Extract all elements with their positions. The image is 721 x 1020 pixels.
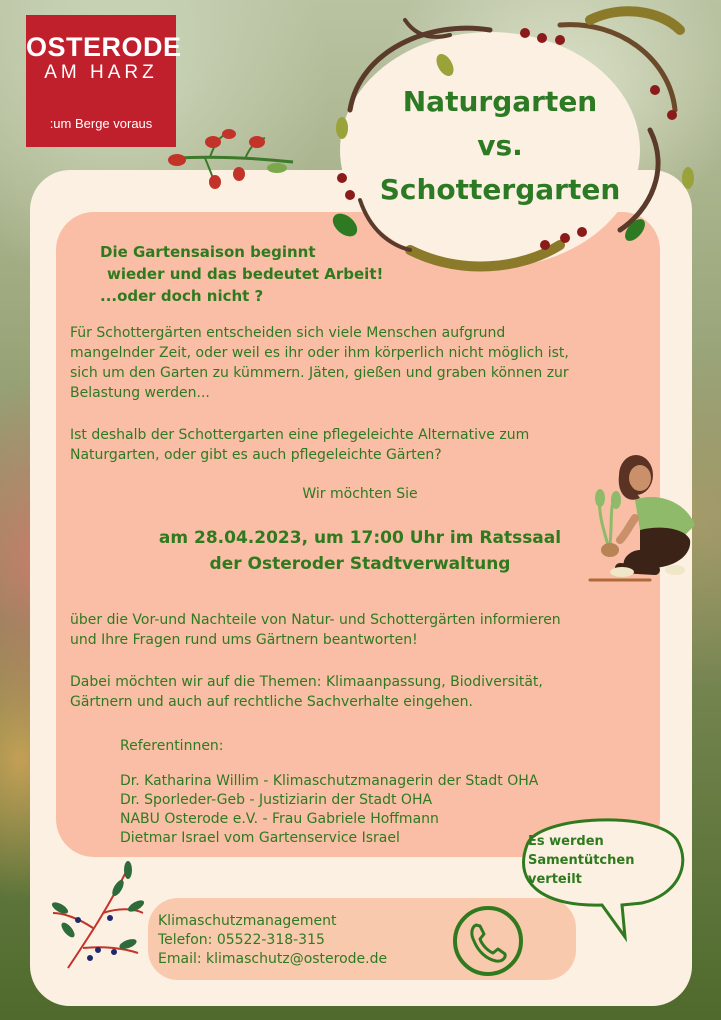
speaker-item: Dr. Katharina Willim - Klimaschutzmanagerin der Stadt OHA xyxy=(120,773,539,789)
berry-sprig-icon xyxy=(165,128,295,190)
title-line-1: Naturgarten xyxy=(402,85,598,118)
phone-icon[interactable] xyxy=(452,905,524,977)
bubble-line-1: Es werden xyxy=(528,834,604,849)
paragraph-reasons xyxy=(70,323,650,403)
logo-region: AM HARZ xyxy=(44,62,158,83)
contact-email[interactable]: Email: klimaschutz@osterode.de xyxy=(158,951,388,967)
paragraph-line: Belastung werden... xyxy=(70,385,210,401)
paragraph-line: mangelnder Zeit, oder weil es ihr oder ihm körperlich nicht möglich ist, xyxy=(70,345,569,361)
speaker-item: Dietmar Israel vom Gartenservice Israel xyxy=(120,830,400,846)
seed-packets-note xyxy=(528,832,648,889)
paragraph-line: Naturgarten, oder gibt es auch pflegeleichte Gärten? xyxy=(70,447,442,463)
paragraph-line: Gärtnern und auch auf rechtliche Sachverhalte eingehen. xyxy=(70,694,473,710)
event-date-time: am 28.04.2023, um 17:00 Uhr im Ratssaal xyxy=(158,528,562,548)
event-details xyxy=(130,525,590,577)
title-line-2: vs. xyxy=(477,129,523,162)
city-logo[interactable] xyxy=(26,15,182,147)
speaker-item: Dr. Sporleder-Geb - Justiziarin der Stadt OHA xyxy=(120,792,433,808)
logo-slogan: :um Berge voraus xyxy=(49,116,153,131)
paragraph-line: sich um den Garten zu kümmern. Jäten, gießen und graben können zur xyxy=(70,365,569,381)
paragraph-topics xyxy=(70,672,650,712)
paragraph-question xyxy=(70,425,570,465)
gardener-illustration xyxy=(580,440,700,590)
paragraph-line: Für Schottergärten entscheiden sich viele Menschen aufgrund xyxy=(70,325,506,341)
contact-phone[interactable]: Telefon: 05522-318-315 xyxy=(158,932,325,948)
paragraph-line: und Ihre Fragen rund ums Gärtnern beantworten! xyxy=(70,632,418,648)
bubble-line-3: verteilt xyxy=(528,872,582,887)
title-line-3: Schottergarten xyxy=(379,173,621,206)
contact-org: Klimaschutzmanagement xyxy=(158,913,337,929)
intro-line-1: Die Gartensaison beginnt xyxy=(100,243,316,261)
berry-branch-icon xyxy=(48,858,148,973)
speaker-item: NABU Osterode e.V. - Frau Gabriele Hoffmann xyxy=(120,811,439,827)
paragraph-line: über die Vor-und Nachteile von Natur- und Schottergärten informieren xyxy=(70,612,561,628)
logo-city-name: OSTERODE xyxy=(26,32,182,62)
paragraph-info xyxy=(70,610,650,650)
paragraph-line: Dabei möchten wir auf die Themen: Klimaanpassung, Biodiversität, xyxy=(70,674,543,690)
event-title xyxy=(340,80,660,212)
contact-block xyxy=(158,912,387,969)
event-location: der Osteroder Stadtverwaltung xyxy=(209,554,511,574)
invite-text: Wir möchten Sie xyxy=(302,486,418,502)
speakers-heading: Referentinnen: xyxy=(120,738,224,754)
intro-line-3: ...oder doch nicht ? xyxy=(100,287,264,305)
paragraph-line: Ist deshalb der Schottergarten eine pflegeleichte Alternative zum xyxy=(70,427,530,443)
intro-line-2: wieder und das bedeutet Arbeit! xyxy=(107,265,384,283)
bubble-line-2: Samentütchen xyxy=(528,853,635,868)
speakers-list xyxy=(120,772,538,848)
